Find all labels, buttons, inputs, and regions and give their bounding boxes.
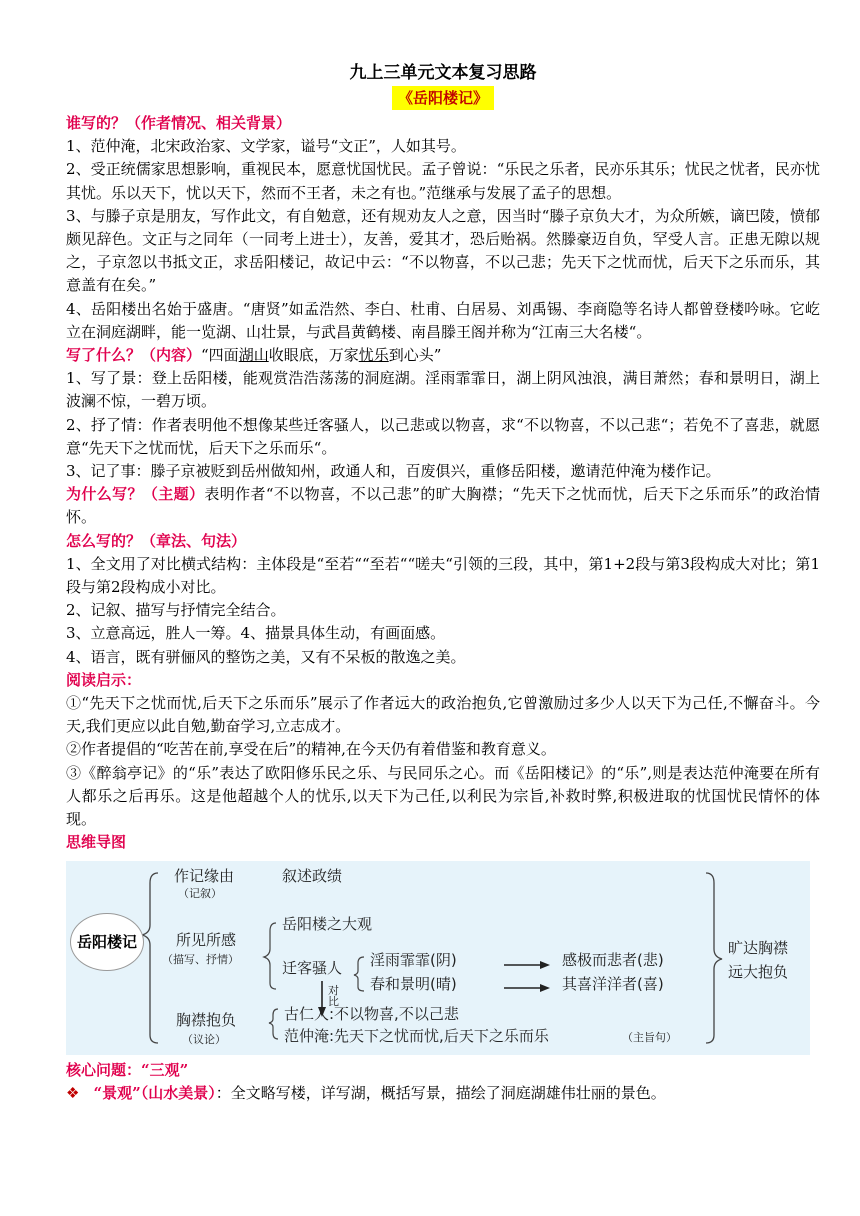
contrast-label: 对比 [328, 983, 339, 1008]
section-heading-content: 写了什么？（内容） [66, 346, 202, 365]
theme-text: 表明作者“不以物喜，不以己悲”的旷大胸襟；“先天下之忧而忧，后天下之乐而乐”的政治情怀。 [66, 485, 820, 527]
section-line-theme [66, 483, 820, 529]
branch-seen-note: （描写、抒情） [162, 952, 239, 966]
feeling-happy: 其喜洋洋者(喜) [562, 974, 664, 993]
section-heading-inspiration: 阅读启示： [66, 670, 142, 689]
paragraph: 2、抒了情：作者表明他不想像某些迁客骚人，以己悲或以物喜，求“不以物喜，不以己悲“；若免不了喜悲，就愿意“先天下之忧而忧，后天下之乐而乐“。 [66, 415, 820, 457]
quote-part: “四面 [201, 346, 239, 365]
branch-reason-text: 叙述政绩 [282, 866, 343, 885]
branch-ambition: 胸襟抱负 [176, 1010, 237, 1029]
quote-underlined: 湖山 [238, 346, 269, 365]
paragraph: 1、范仲淹，北宋政治家、文学家，谥号“文正”，人如其号。 [66, 137, 466, 156]
mind-map [66, 861, 810, 1055]
summary-broad-mind: 旷达胸襟 [728, 938, 789, 957]
quote-part: 收眼底，万家 [268, 346, 359, 365]
section-heading-core: 核心问题：“三观” [66, 1060, 189, 1079]
paragraph: 3、记了事：滕子京被贬到岳州做知州，政通人和，百废俱兴，重修岳阳楼，邀请范仲淹为楼作记。 [66, 462, 721, 481]
core-subheading: “景观”（山水美景） [93, 1083, 216, 1102]
section-heading-author: 谁写的？（作者情况、相关背景） [66, 114, 292, 132]
paragraph: 3、立意高远，胜人一筹。4、描景具体生动，有画面感。 [66, 624, 446, 643]
core-item [66, 1082, 820, 1105]
summary-ambition: 远大抱负 [728, 962, 789, 981]
paragraph: 4、岳阳楼出名始于盛唐。“唐贤”如孟浩然、李白、杜甫、白居易、刘禹锡、李商隐等名诗人都曾登楼吟咏。它屹立在洞庭湖畔，能一览湖、山壮景，与武昌黄鹤楼、南昌滕王阁并称为“江南三大名楼“。 [66, 299, 820, 341]
scene-rain: 淫雨霏霏(阴) [370, 950, 457, 969]
document-page [66, 56, 820, 1105]
mind-map-root: 岳阳楼记 [70, 913, 144, 971]
ambition-fan: 范仲淹:先天下之忧而忧,后天下之乐而乐 [284, 1026, 549, 1045]
ambition-ancients: 古仁人:不以物喜,不以己悲 [284, 1004, 459, 1023]
paragraph: ③《醉翁亭记》的“乐”表达了欧阳修乐民之乐、与民同乐之心。而《岳阳楼记》的“乐”,则是表达范仲淹要在所有人都乐之后再乐。这是他超越个人的忧乐,以天下为己任,以利民为宗旨,补救时弊,积极进取的忧国忧民情怀的体现。 [66, 763, 820, 829]
section-heading-method: 怎么写的？（章法、句法） [66, 531, 247, 550]
section-heading-mindmap: 思维导图 [66, 833, 127, 852]
doc-subtitle: 《岳阳楼记》 [392, 86, 494, 110]
paragraph: 3、与滕子京是朋友，写作此文，有自勉意，还有规劝友人之意，因当时“滕子京负大才，为众所嫉，谪巴陵，愤郁颇见辞色。文正与之同年（一同考上进士），友善，爱其才，恐后贻祸。然滕豪迈自负，罕受人言。正患无隙以规之，子京忽以书抵文正，求岳阳楼记，故记中云：“不以物喜，不以己悲；先天下之忧而忧，后天下之乐而乐，其意盖有在矣。” [66, 206, 820, 295]
feeling-sad: 感极而悲者(悲) [562, 950, 664, 969]
branch-reason-note: （记叙） [178, 886, 222, 900]
quote-underlined: 忧乐 [358, 346, 389, 365]
branch-seen-view: 岳阳楼之大观 [282, 914, 373, 933]
core-text: ：全文略写楼，详写湖，概括写景，描绘了洞庭湖雄伟壮丽的景色。 [215, 1083, 666, 1102]
paragraph: 1、全文用了对比横式结构：主体段是“至若““至若““嗟夫“引领的三段，其中，第1+2段与第3段构成大对比；第1段与第2段构成小对比。 [66, 554, 820, 597]
branch-reason: 作记缘由 [174, 866, 235, 885]
paragraph: 4、语言，既有骈俪风的整饬之美，又有不呆板的散逸之美。 [66, 647, 466, 666]
paragraph: 2、受正统儒家思想影响，重视民本，愿意忧国忧民。孟子曾说：“乐民之乐者，民亦乐其乐；忧民之忧者，民亦忧其忧。乐以天下，忧以天下，然而不王者，未之有也。”范继承与发展了孟子的思想。 [66, 160, 820, 202]
branch-seen: 所见所感 [176, 930, 237, 949]
diamond-bullet-icon: ❖ [66, 1083, 80, 1102]
doc-title: 九上三单元文本复习思路 [349, 63, 537, 83]
scene-spring: 春和景明(晴) [370, 974, 457, 993]
branch-ambition-note: （议论） [182, 1032, 226, 1046]
ambition-fan-note: （主旨句） [622, 1030, 677, 1044]
paragraph: ①“先天下之忧而忧,后天下之乐而乐”展示了作者远大的政治抱负,它曾激励过多少人以天下为己任,不懈奋斗。今天,我们更应以此自勉,勤奋学习,立志成才。 [66, 694, 820, 736]
section-line-content [66, 344, 820, 367]
section-heading-theme: 为什么写？（主题） [66, 485, 205, 504]
branch-seen-poets: 迁客骚人 [282, 958, 343, 977]
paragraph: 1、写了景：登上岳阳楼，能观赏浩浩荡荡的洞庭湖。淫雨霏霏日，湖上阴风浊浪，满目萧然；春和景明日，湖上波澜不惊，一碧万顷。 [66, 369, 820, 411]
paragraph: 2、记叙、描写与抒情完全结合。 [66, 601, 286, 620]
quote-part: 到心头” [388, 346, 442, 365]
paragraph: ②作者提倡的“吃苦在前,享受在后”的精神,在今天仍有着借鉴和教育意义。 [66, 740, 556, 759]
subtitle-wrap [66, 86, 820, 112]
